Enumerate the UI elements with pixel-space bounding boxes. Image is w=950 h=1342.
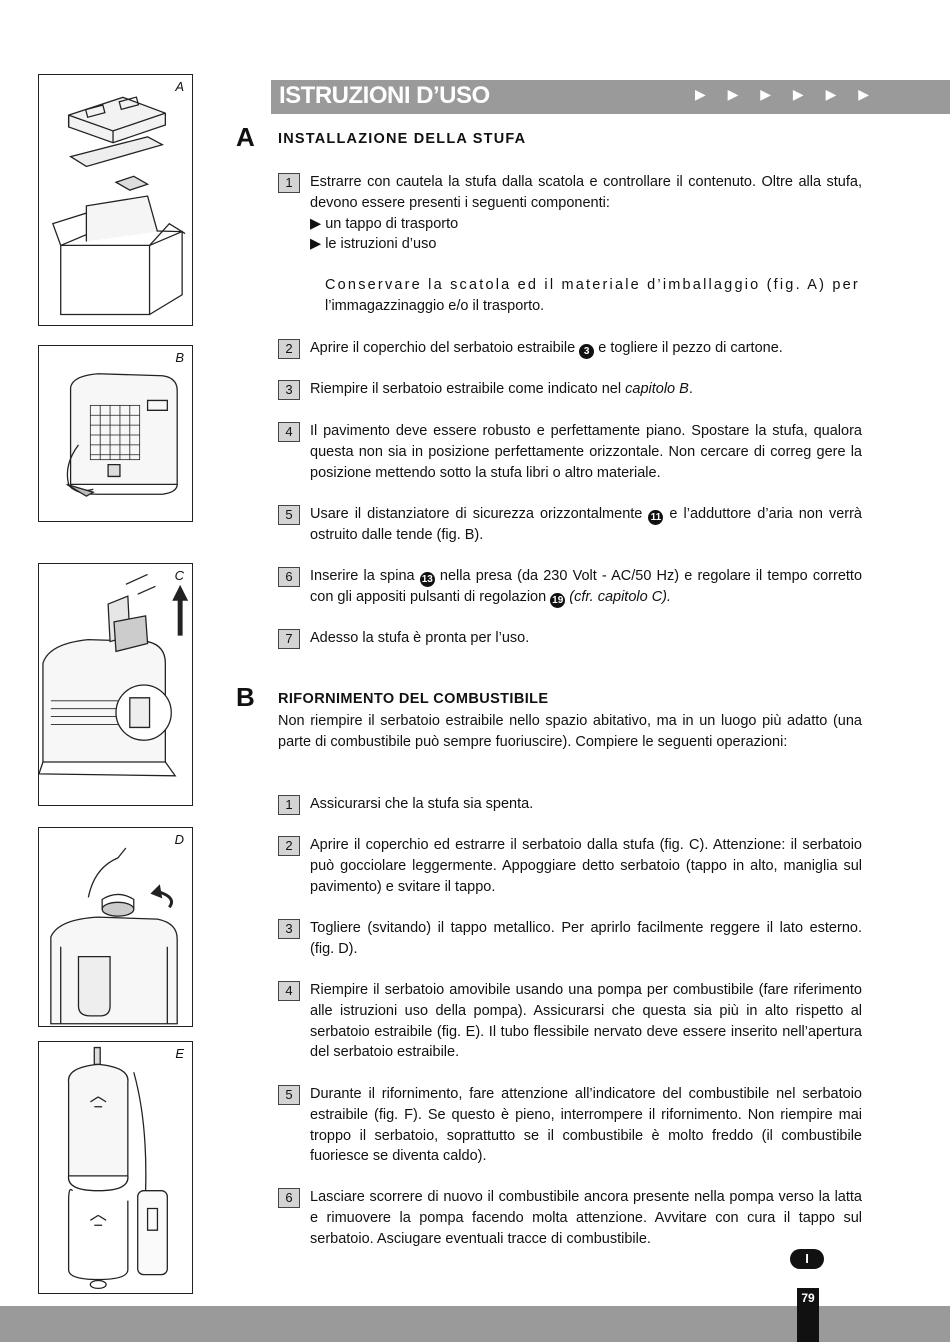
step-b1: [278, 794, 862, 815]
step-text: Estrarre con cautela la stufa dalla scatola e controllare il contenuto. Oltre alla stufa, devono essere presenti i seguenti componenti:: [310, 174, 862, 211]
step-text: Togliere (svitando) il tappo metallico. Per aprirlo facilmente reggere il lato esterno. (fig. D).: [310, 920, 862, 957]
cap-unscrewing-illustration: [39, 828, 192, 1026]
pump-refill-illustration: [39, 1042, 192, 1293]
step-text: Assicurarsi che la stufa sia spenta.: [310, 796, 534, 812]
section-b-title: RIFORNIMENTO DEL COMBUSTIBILE: [278, 691, 549, 707]
step-number: 1: [278, 795, 300, 815]
step-number: 3: [278, 380, 300, 400]
step-text: Riempire il serbatoio amovibile usando una pompa per combustibile (fare riferimento alle istruzioni uso della pompa). Assicurarsi che questa sia più in alto rispetto al serbatoio estraibile (fig. E). Il tubo flessibile nervato deve essere inserito nell’apertura del serbatoio estraibile.: [310, 982, 862, 1061]
step-text: Aprire il coperchio ed estrarre il serbatoio dalla stufa (fig. C). Attenzione: il serbatoio può gocciolare leggermente. Appoggiare detto serbatoio (tappo in alto, maniglia sul pavimento) e svitare il tappo.: [310, 837, 862, 895]
section-b-letter: B: [236, 682, 255, 712]
step-a4: [278, 421, 862, 483]
step-a5: 5 Usare il distanziatore di sicurezza orizzontalmente 11 e l’adduttore d’aria non verrà ostruito dalle tende (fig. B).: [278, 504, 862, 546]
step-b3: [278, 918, 862, 960]
step-number: 4: [278, 981, 300, 1001]
page-number: 79: [801, 1291, 815, 1305]
step-number: 6: [278, 1188, 300, 1208]
figure-label: C: [174, 568, 184, 583]
arrow-decoration-icon: ▶ ▶ ▶ ▶ ▶ ▶: [694, 86, 878, 102]
bullet-item: ▶ le istruzioni d’uso: [310, 236, 437, 253]
note-text: Conservare la scatola ed il materiale d’imballaggio (fig. A) per: [325, 277, 860, 294]
step-text: Adesso la stufa è pronta per l’uso.: [310, 630, 530, 646]
step-b2: [278, 835, 862, 897]
step-number: 3: [278, 919, 300, 939]
heater-rear-illustration: [39, 346, 192, 521]
step-text: Durante il rifornimento, fare attenzione all’indicatore del combustibile nel serbatoio estraibile (fig. F). Se questo è pieno, interrompere il rifornimento. Non riempire mai troppo il serbatoio, soprattutto se il combustibile è molto freddo (il combustibile fuoriesce se diventa caldo).: [310, 1086, 862, 1165]
reference-number-icon: 19: [552, 595, 564, 606]
figure-d: [38, 827, 193, 1027]
section-a-title: INSTALLAZIONE DELLA STUFA: [278, 131, 527, 147]
step-number: 1: [278, 173, 300, 193]
section-header-bar: [271, 80, 950, 114]
step-number: 5: [278, 1085, 300, 1105]
figure-label: D: [174, 832, 184, 847]
section-a-letter: A: [236, 122, 255, 152]
reference-number-icon: 3: [579, 344, 594, 359]
step-a7: [278, 628, 862, 649]
figure-label: E: [175, 1046, 184, 1061]
step-number: 5: [278, 505, 300, 525]
step-number: 2: [278, 339, 300, 359]
figure-b: [38, 345, 193, 522]
step-number: 6: [278, 567, 300, 587]
step-number: 7: [278, 629, 300, 649]
figure-e: [38, 1041, 193, 1294]
tank-removal-illustration: [39, 564, 192, 805]
step-text: Lasciare scorrere di nuovo il combustibile ancora presente nella pompa verso la latta e rimuovere la pompa facendo molta attenzione. Avvitare con cura il tappo sul serbatoio. Asciugare eventuali tracce di combustibile.: [310, 1189, 862, 1247]
figure-a: [38, 74, 193, 326]
step-b4: [278, 980, 862, 1063]
box-unpacking-illustration: [39, 75, 192, 325]
reference-number-icon: 11: [648, 510, 663, 525]
step-b5: [278, 1084, 862, 1167]
step-b6: [278, 1187, 862, 1249]
step-a3: 3 Riempire il serbatoio estraibile come indicato nel capitolo B.: [278, 379, 862, 400]
section-b-intro: Non riempire il serbatoio estraibile nello spazio abitativo, ma in un luogo più adatto (una parte di combustibile può sempre fuoriuscire). Compiere le seguenti operazioni:: [278, 713, 862, 750]
step-a6: 6 Inserire la spina 13 nella presa (da 230 Volt - AC/50 Hz) e regolare il tempo corretto con gli appositi pulsanti di regolazion 19 (cfr. capitolo C).: [278, 566, 862, 608]
figure-c: [38, 563, 193, 806]
step-a2: 2 Aprire il coperchio del serbatoio estraibile 3 e togliere il pezzo di cartone.: [278, 338, 862, 359]
note-text: l’immagazzinaggio e/o il trasporto.: [325, 297, 545, 314]
step-a1: [278, 172, 862, 317]
step-number: 2: [278, 836, 300, 856]
reference-number-icon: 13: [421, 574, 433, 585]
page-title: ISTRUZIONI D’USO: [279, 82, 490, 109]
step-text: Il pavimento deve essere robusto e perfettamente piano. Spostare la stufa, qualora questa non sia in posizione perfettamente orizzontale. Non cercare di correg gere la posizione mettendo sotto la stufa libri o altro materiale.: [310, 423, 862, 481]
bullet-item: ▶ un tappo di trasporto: [310, 215, 459, 232]
figure-label: B: [175, 350, 184, 365]
figure-label: A: [175, 79, 184, 94]
language-badge: I: [790, 1249, 824, 1269]
step-number: 4: [278, 422, 300, 442]
